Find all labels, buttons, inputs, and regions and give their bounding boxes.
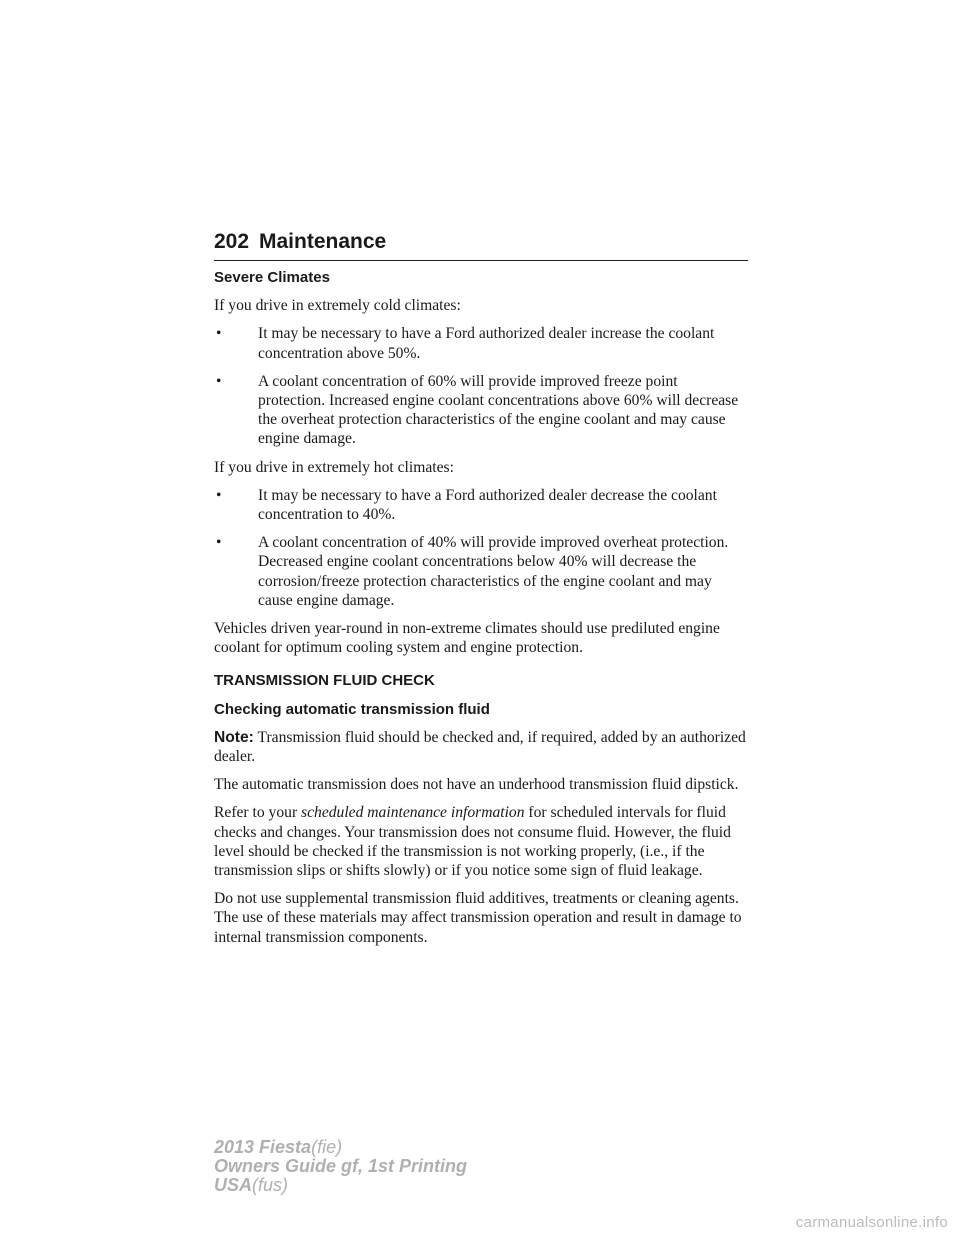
non-extreme-paragraph: Vehicles driven year-round in non-extreme climates should use prediluted engine coolant for optimum cooling system and engine protection. <box>214 620 720 657</box>
bullet-icon: • <box>216 372 222 390</box>
bullet-icon: • <box>216 486 222 504</box>
bullet-icon: • <box>216 325 222 343</box>
footer-line-guide: Owners Guide gf, 1st Printing <box>214 1156 468 1176</box>
note-paragraph <box>214 728 748 766</box>
bullet-icon: • <box>216 534 222 552</box>
cold-climate-intro: If you drive in extremely cold climates: <box>214 297 461 315</box>
dipstick-paragraph: The automatic transmission does not have an underhood transmission fluid dipstick. <box>214 776 739 794</box>
additives-paragraph: Do not use supplemental transmission fluid additives, treatments or cleaning agents. The use of these materials may affect transmission operation and result in damage to internal transmission components. <box>214 890 742 946</box>
list-item: • A coolant concentration of 40% will provide improved overheat protection. Decreased engine coolant concentrations below 40% will decrease the corrosion/freeze protection characteristics of the engine coolant and may cause engine damage. <box>216 534 729 609</box>
transmission-heading: TRANSMISSION FLUID CHECK <box>214 672 435 690</box>
transmission-subheading: Checking automatic transmission fluid <box>214 700 490 718</box>
note-text: Transmission fluid should be checked and, if required, added by an authorized dealer. <box>214 728 746 766</box>
footer-line-region: USA(fus) <box>214 1175 289 1195</box>
scheduled-maintenance-reference: scheduled maintenance information <box>301 804 525 822</box>
hot-climate-list <box>214 486 748 610</box>
hot-climate-intro: If you drive in extremely hot climates: <box>214 458 454 476</box>
severe-climates-heading: Severe Climates <box>214 269 330 286</box>
page-number: 202 <box>214 230 250 253</box>
watermark-text: carmanualsonline.info <box>795 1214 948 1231</box>
list-item: • A coolant concentration of 60% will provide improved freeze point protection. Increased engine coolant concentrations above 60% will decrease the overheat protection characteristics of the engine coolant and may cause engine damage. <box>216 372 739 448</box>
scheduled-maintenance-paragraph: Refer to your scheduled maintenance information for scheduled intervals for fluid checks and changes. Your transmission does not consume fluid. However, the fluid level should be checked if the transmission is not working properly, (i.e., if the transmission slips or shifts slowly) or if you notice some sign of fluid leakage. <box>214 804 731 880</box>
list-item: • It may be necessary to have a Ford authorized dealer decrease the coolant concentration to 40%. <box>216 486 717 524</box>
note-label: Note: <box>214 728 254 746</box>
footer-line-model: 2013 Fiesta(fie) <box>214 1137 343 1157</box>
page-footer <box>214 1138 467 1195</box>
cold-climate-list <box>214 324 748 448</box>
list-item: • It may be necessary to have a Ford authorized dealer increase the coolant concentration above 50%. <box>216 325 715 362</box>
page-content <box>214 268 748 956</box>
section-title: Maintenance <box>259 230 387 253</box>
page-header <box>214 228 748 261</box>
